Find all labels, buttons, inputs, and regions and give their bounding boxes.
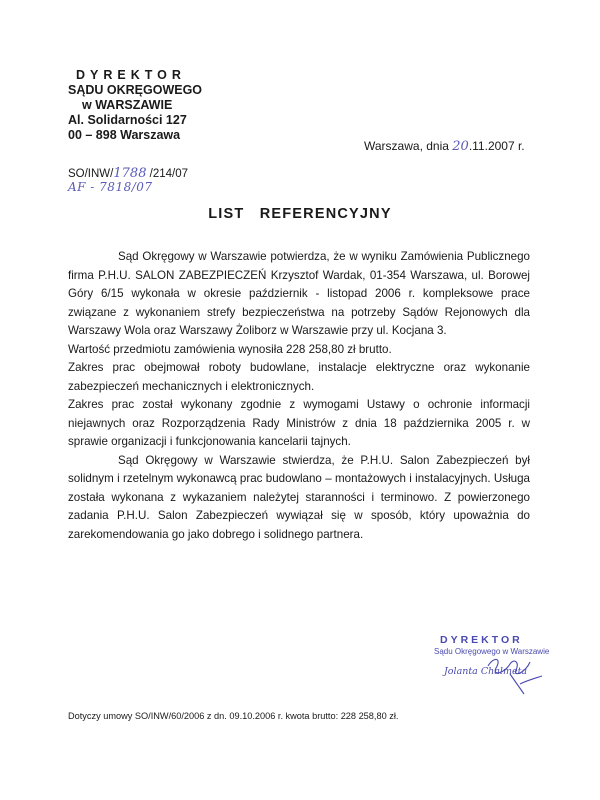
date-suffix: .11.2007 r. [468, 139, 525, 153]
body-paragraph-5: Sąd Okręgowy w Warszawie stwierdza, że P.H.U. Salon Zabezpieczeń był solidnym i rzetelnym wykonawcą prac budowlano – montażowych i instalacyjnych. Usługa została wykonana z wykazaniem należytej staranności i terminowo. Z powierzonego zadania P.H.U. Salon Zabezpieczeń wywiązał się w sposób, który upoważnia do zarekomendowania go jako dobrego i solidnego partnera. [68, 453, 530, 541]
body-paragraph-4: Zakres prac został wykonany zgodnie z wymogami Ustawy o ochronie informacji niejawnych oraz Rozporządzenia Rady Ministrów z dnia 18 października 2005 r. w sprawie organizacji i funkcjonowania kancelarii tajnych. [68, 398, 530, 448]
letterhead-postal: 00 – 898 Warszawa [68, 128, 181, 142]
reference-handwritten-number: 1788 [113, 166, 147, 181]
reference-sign [68, 166, 188, 181]
letterhead-court: SĄDU OKRĘGOWEGO [68, 83, 203, 97]
letter-body [68, 248, 530, 544]
reference-second-line [68, 180, 153, 194]
stamp-title: DYREKTOR [440, 634, 523, 646]
date-prefix: Warszawa, dnia [364, 139, 449, 153]
letterhead [68, 68, 228, 143]
footer-note: Dotyczy umowy SO/INW/60/2006 z dn. 09.10.2006 r. kwota brutto: 228 258,80 zł. [68, 711, 399, 721]
place-date [364, 139, 525, 154]
document-title: LIST REFERENCYJNY [208, 206, 392, 222]
body-paragraph-2: Wartość przedmiotu zamówienia wynosiła 228 258,80 zł brutto. [68, 342, 392, 356]
letterhead-street: Al. Solidarności 127 [68, 113, 187, 127]
letterhead-city: w WARSZAWIE [82, 98, 173, 112]
reference-prefix: SO/INW/ [68, 168, 114, 180]
date-day-handwritten: 20 [452, 139, 469, 154]
signature-stamp [420, 634, 560, 694]
stamp-subtitle: Sądu Okręgowego w Warszawie [434, 647, 550, 656]
reference-handwritten-af: AF - 7818/07 [68, 180, 153, 194]
letterhead-title: DYREKTOR [76, 68, 186, 82]
body-paragraph-1: Sąd Okręgowy w Warszawie potwierdza, że w wyniku Zamówienia Publicznego firma P.H.U. SALON ZABEZPIECZEŃ Krzysztof Wardak, 01-354 Warszawa, ul. Borowej Góry 6/15 wykonała w okresie październik - listopad 2006 r. kompleksowe prace związane z wykonaniem strefy bezpieczeństwa na potrzeby Sądów Rejonowych dla Warszawy Wola oraz Warszawy Żoliborz w Warszawie przy ul. Kocjana 3. [68, 250, 530, 337]
stamp-name: Jolanta Chalmeta [444, 666, 528, 677]
body-paragraph-3: Zakres prac obejmował roboty budowlane, instalacje elektryczne oraz wykonanie zabezpieczeń mechanicznych i elektronicznych. [68, 361, 530, 393]
reference-suffix: /214/07 [149, 168, 189, 180]
